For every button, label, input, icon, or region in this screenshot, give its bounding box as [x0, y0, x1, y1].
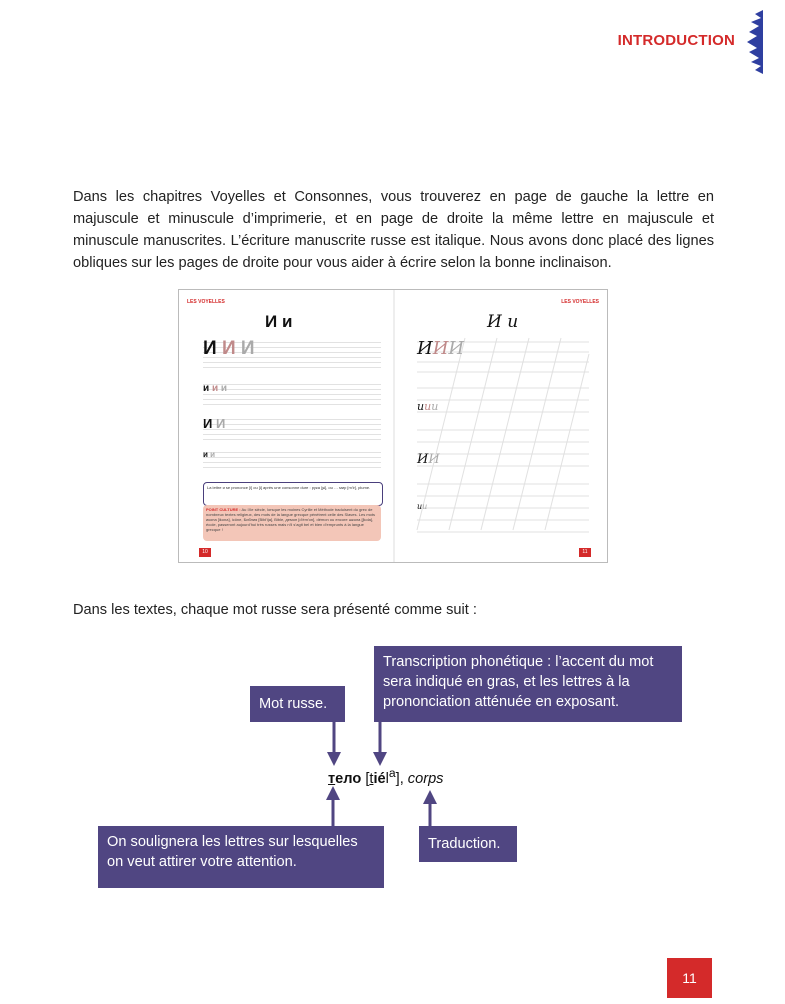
left-page-title: И и — [265, 312, 293, 331]
callout-underline: On soulignera les lettres sur lesquelles on veut attirer votre attention. — [98, 826, 384, 888]
culture-label: POINT CULTURE : — [206, 507, 241, 512]
transcription-underlined: t — [369, 770, 374, 787]
cursive-row-upper-large: ИИИ — [417, 338, 465, 359]
pronunciation-note: La lettre и se prononce [i] ou [ɨ] après une consonne dure : рука [ʂɨ], ou … мир [m'ir], plume. — [203, 482, 383, 506]
cursive-row-lower-small: ии — [417, 502, 428, 511]
russian-word: тело — [328, 770, 362, 787]
left-page-header: LES VOYELLES — [187, 299, 225, 305]
culture-text: Au IXe siècle, lorsque les moines Cyrille et Méthode traduisent du grec de nombreux textes religieux, des mots de la langue grecque pénètrent celle des Slaves. Les mots икона [ikona], icône, Библия [Bibl'ija], Bible, демон [d'ém'on], démon ou encore школа [ʃkola], école, passeront aujourd’hui très russes mais n’il s’agit bel et bien d’emprunts à la langue grecque ! — [206, 507, 375, 532]
page-number: 11 — [667, 958, 712, 998]
right-page-number: 11 — [579, 548, 591, 557]
callout-traduction: Traduction. — [419, 826, 517, 862]
right-page-header: LES VOYELLES — [561, 299, 599, 305]
format-intro-paragraph: Dans les textes, chaque mot russe sera présenté comme suit : — [73, 602, 477, 618]
translation: corps — [407, 770, 444, 787]
callout-mot-russe: Mot russe. — [250, 686, 345, 722]
left-page: LES VOYELLES И и И И И и и и И И и и La lettre и se prononce [i] ou [ɨ] après une consonne dure : рука [ʂɨ], ou … мир [m'ir], plume. POINT CULTURE : Au IXe siècle, lorsque les moines Cyrille et Méthode traduisent du grec de nombreux textes religieux, des mots de la langue grecque pénètrent celle des Slaves. Les mots икона [ikona], icône, Библия [Bibl'ija], Bible, демон [d'ém'on], démon ou encore школа [ʃkola], école, passeront aujourd’hui très russes mais n’il s’agit bel et bien d’emprunts à la langue grecque ! 10 — [179, 290, 393, 562]
left-page-number: 10 — [199, 548, 211, 557]
example-entry: тело [tiél$^a$], corps — [328, 766, 444, 787]
callout-transcription: Transcription phonétique : l’accent du mot sera indiqué en gras, et les lettres à la prononciation atténuée en exposant. — [374, 646, 682, 722]
intro-paragraph: Dans les chapitres Voyelles et Consonnes, vous trouverez en page de gauche la lettre en majuscule et minuscule d’imprimerie, et en page de droite la même lettre en majuscule et minuscule manuscrites. L’écriture manuscrite russe est italique. Nous avons donc placé des lignes obliques sur les pages de droite pour vous aider à écrire selon la bonne inclinaison. — [73, 189, 714, 271]
cursive-row-lower-large: иии — [417, 400, 439, 413]
transcription-stress: ié — [373, 770, 386, 787]
right-page-title: И и — [487, 312, 519, 332]
section-label: INTRODUCTION — [617, 32, 735, 49]
transcription-superscript: a — [388, 766, 396, 780]
cursive-row-upper-small: ИИ — [417, 452, 440, 467]
